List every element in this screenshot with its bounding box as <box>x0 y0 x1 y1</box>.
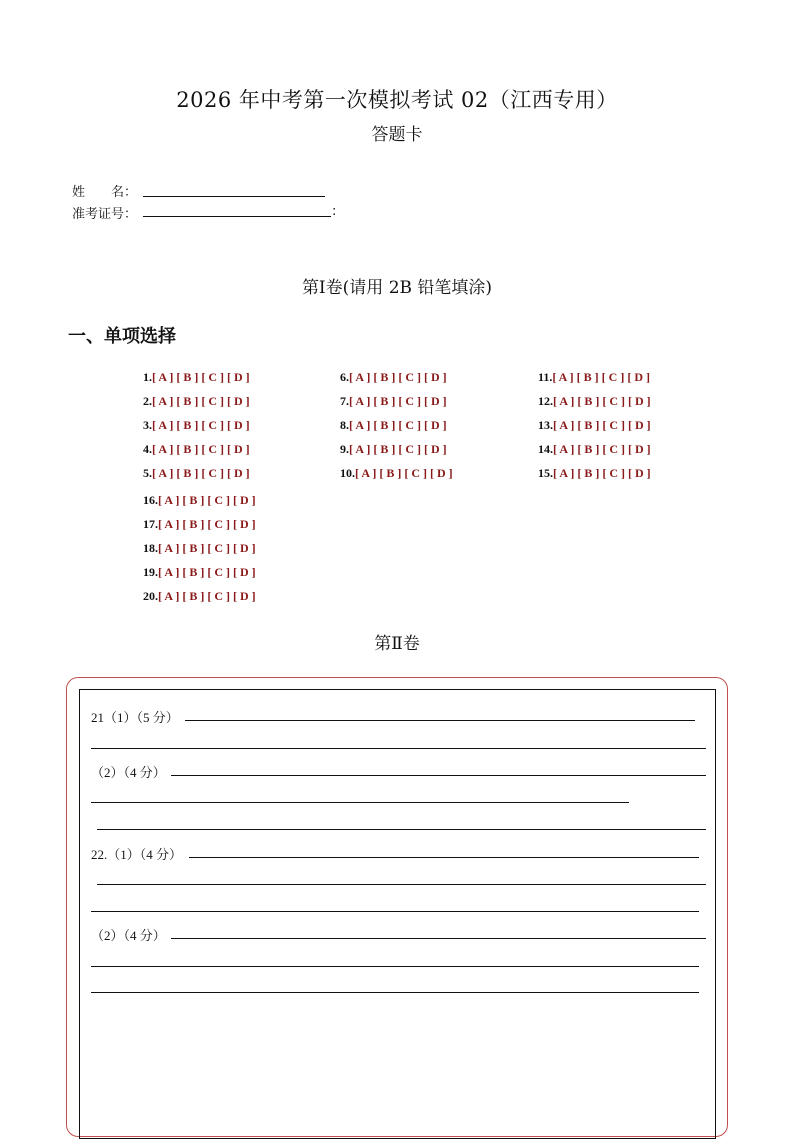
answer-options[interactable]: [ A ] [ B ] [ C ] [ D ] <box>552 370 650 384</box>
name-label: 姓 名： <box>72 185 138 200</box>
question-number: 10. <box>340 466 355 480</box>
question-row-11 <box>538 370 650 385</box>
question-row-19 <box>143 565 256 580</box>
question-number: 18. <box>143 541 158 555</box>
answer-line[interactable] <box>189 857 699 858</box>
question-number: 20. <box>143 589 158 603</box>
answer-options[interactable]: [ A ] [ B ] [ C ] [ D ] <box>355 466 453 480</box>
answer-options[interactable]: [ A ] [ B ] [ C ] [ D ] <box>553 418 651 432</box>
question-row-4 <box>143 442 250 457</box>
answer-line[interactable] <box>171 938 706 939</box>
answer-options[interactable]: [ A ] [ B ] [ C ] [ D ] <box>152 394 250 408</box>
answer-options[interactable]: [ A ] [ B ] [ C ] [ D ] <box>158 589 256 603</box>
answer-options[interactable]: [ A ] [ B ] [ C ] [ D ] <box>158 517 256 531</box>
answer-options[interactable]: [ A ] [ B ] [ C ] [ D ] <box>553 442 651 456</box>
answer-options[interactable]: [ A ] [ B ] [ C ] [ D ] <box>158 541 256 555</box>
section-1-title: 第Ⅰ卷(请用 2B 铅笔填涂) <box>301 278 493 298</box>
question-row-3 <box>143 418 250 433</box>
answer-options[interactable]: [ A ] [ B ] [ C ] [ D ] <box>158 565 256 579</box>
answer-line[interactable] <box>91 992 699 993</box>
question-number: 15. <box>538 466 553 480</box>
name-field[interactable] <box>143 196 325 197</box>
question-number: 9. <box>340 442 349 456</box>
answer-line[interactable] <box>185 720 695 721</box>
id-trailing-colon: : <box>332 204 337 219</box>
question-number: 12. <box>538 394 553 408</box>
q22-part1-label: 22.（1）（4 分） <box>91 847 183 862</box>
question-row-6 <box>340 370 447 385</box>
question-number: 13. <box>538 418 553 432</box>
question-row-13 <box>538 418 651 433</box>
question-number: 6. <box>340 370 349 384</box>
question-number: 8. <box>340 418 349 432</box>
question-number: 1. <box>143 370 152 384</box>
question-row-17 <box>143 517 256 532</box>
answer-line[interactable] <box>91 966 699 967</box>
question-row-14 <box>538 442 651 457</box>
question-row-1 <box>143 370 250 385</box>
q22-part2-label: （2）（4 分） <box>91 928 166 943</box>
id-field[interactable] <box>143 216 331 217</box>
q21-part1-label: 21（1）（5 分） <box>91 710 179 725</box>
question-number: 4. <box>143 442 152 456</box>
question-number: 5. <box>143 466 152 480</box>
id-label: 准考证号： <box>72 207 138 222</box>
question-number: 3. <box>143 418 152 432</box>
answer-area-inner-frame <box>79 689 716 1139</box>
question-number: 19. <box>143 565 158 579</box>
question-row-18 <box>143 541 256 556</box>
answer-options[interactable]: [ A ] [ B ] [ C ] [ D ] <box>152 466 250 480</box>
answer-line[interactable] <box>171 775 706 776</box>
multiple-choice-heading: 一、单项选择 <box>68 326 176 347</box>
answer-line[interactable] <box>91 748 706 749</box>
answer-line[interactable] <box>97 829 706 830</box>
answer-options[interactable]: [ A ] [ B ] [ C ] [ D ] <box>349 442 447 456</box>
question-row-9 <box>340 442 447 457</box>
answer-options[interactable]: [ A ] [ B ] [ C ] [ D ] <box>158 493 256 507</box>
question-row-10 <box>340 466 453 481</box>
question-number: 16. <box>143 493 158 507</box>
question-number: 7. <box>340 394 349 408</box>
question-row-15 <box>538 466 651 481</box>
answer-options[interactable]: [ A ] [ B ] [ C ] [ D ] <box>349 418 447 432</box>
answer-line[interactable] <box>91 802 629 803</box>
question-row-12 <box>538 394 651 409</box>
answer-options[interactable]: [ A ] [ B ] [ C ] [ D ] <box>152 442 250 456</box>
answer-options[interactable]: [ A ] [ B ] [ C ] [ D ] <box>349 370 447 384</box>
question-row-7 <box>340 394 447 409</box>
answer-options[interactable]: [ A ] [ B ] [ C ] [ D ] <box>349 394 447 408</box>
answer-options[interactable]: [ A ] [ B ] [ C ] [ D ] <box>152 418 250 432</box>
question-number: 11. <box>538 370 553 384</box>
question-number: 17. <box>143 517 158 531</box>
page-title: 2026 年中考第一次模拟考试 02（江西专用） <box>176 88 618 112</box>
answer-line[interactable] <box>91 911 699 912</box>
question-number: 14. <box>538 442 553 456</box>
question-row-16 <box>143 493 256 508</box>
question-number: 2. <box>143 394 152 408</box>
question-row-5 <box>143 466 250 481</box>
answer-line[interactable] <box>97 884 706 885</box>
q21-part2-label: （2）（4 分） <box>91 765 166 780</box>
answer-options[interactable]: [ A ] [ B ] [ C ] [ D ] <box>553 466 651 480</box>
page-subtitle: 答题卡 <box>371 125 423 145</box>
question-row-8 <box>340 418 447 433</box>
question-row-20 <box>143 589 256 604</box>
answer-options[interactable]: [ A ] [ B ] [ C ] [ D ] <box>553 394 651 408</box>
answer-options[interactable]: [ A ] [ B ] [ C ] [ D ] <box>152 370 250 384</box>
section-2-title: 第Ⅱ卷 <box>374 634 420 654</box>
question-row-2 <box>143 394 250 409</box>
